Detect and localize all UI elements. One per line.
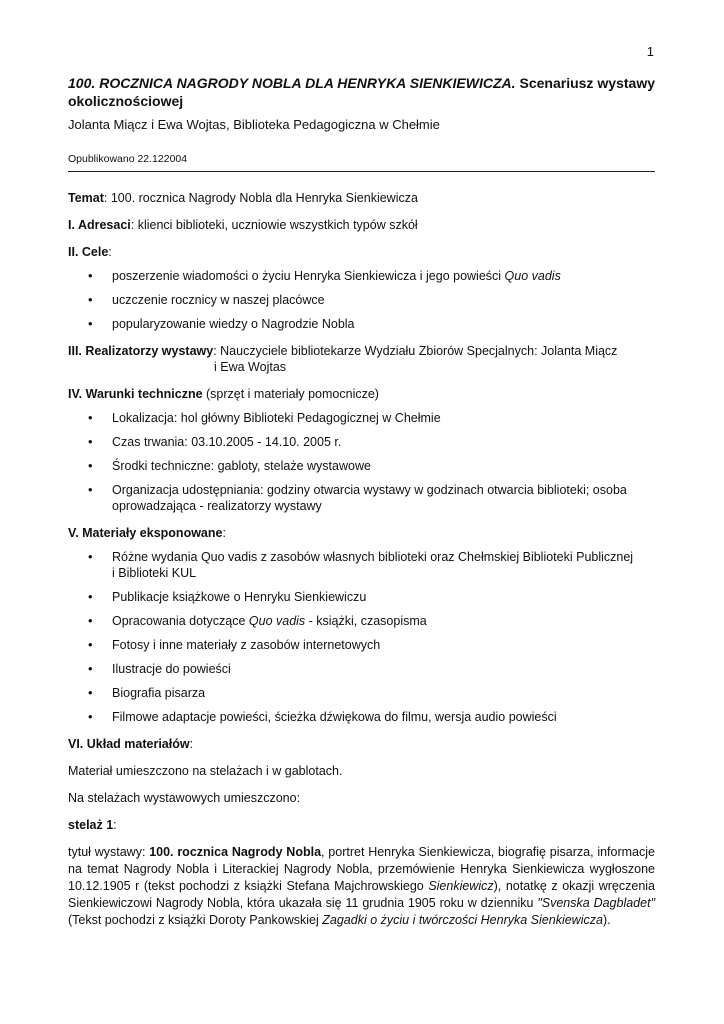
organizers-line-2: i Ewa Wojtas (214, 360, 287, 374)
technical-label: IV. Warunki techniczne (68, 387, 203, 401)
document-title (68, 74, 655, 110)
list-item: • Biografia pisarza (68, 685, 655, 701)
layout-heading (68, 736, 655, 752)
published-date: Opublikowano 22.122004 (68, 151, 655, 172)
desc-bold-title: 100. rocznica Nagrody Nobla (149, 845, 322, 859)
technical-list (68, 410, 655, 514)
stand-1-description (68, 844, 655, 929)
desc-italic-2: "Svenska Dagbladet" (537, 896, 656, 910)
technical-text: (sprzęt i materiały pomocnicze) (202, 387, 379, 401)
material-3-italic: Quo vadis (248, 614, 306, 628)
list-item: • Publikacje książkowe o Henryku Sienkiewiczu (68, 589, 655, 605)
stand-1-heading (68, 817, 655, 833)
list-item: • Lokalizacja: hol główny Biblioteki Pedagogicznej w Chełmie (68, 410, 655, 426)
material-1-text-line2: i Biblioteki KUL (112, 566, 197, 580)
document-body (68, 74, 655, 929)
goals-label: II. Cele (68, 245, 109, 259)
layout-label: VI. Układ materiałów (68, 737, 190, 751)
layout-paragraph-1: Materiał umieszczono na stelażach i w gablotach. (68, 764, 343, 778)
audience-text: : klienci biblioteki, uczniowie wszystkich typów szkół (130, 218, 418, 232)
desc-italic-3: Zagadki o życiu i twórczości Henryka Sienkiewicza (322, 913, 603, 927)
audience-line (68, 217, 655, 233)
topic-label: Temat (68, 191, 104, 205)
materials-heading (68, 525, 655, 541)
materials-list (68, 549, 655, 725)
layout-paragraph-2: Na stelażach wystawowych umieszczono: (68, 791, 301, 805)
topic-line (68, 190, 655, 206)
material-3-post: - książki, czasopisma (305, 614, 427, 628)
material-1-text: Różne wydania Quo vadis z zasobów własnych biblioteki oraz Chełmskiej Biblioteki Publicznej (112, 550, 634, 564)
stand-1-colon: : (113, 818, 117, 832)
material-3-pre: Opracowania dotyczące (112, 614, 249, 628)
layout-colon: : (189, 737, 194, 751)
goal-1-text: poszerzenie wiadomości o życiu Henryka Sienkiewicza i jego powieści (112, 269, 505, 283)
list-item: • uczczenie rocznicy w naszej placówce (68, 292, 655, 308)
organizers-label: III. Realizatorzy wystawy (68, 344, 214, 358)
desc-text-3: ), notatkę z okazji wręczenia Sienkiewiczowi Nagrody Nobla, która ukazała się 11 grudnia 1905 roku w dzienniku (68, 879, 656, 910)
desc-text-2: , portret Henryka Sienkiewicza, biografię pisarza, informacje na temat Nagrody Nobla i Literackiej Nagrody Nobla, przemówienie Henryka Sienkiewicza wygłoszone 10.12.1905 r (tekst pochodzi z książki Stefana Majchrowskiego (68, 845, 655, 893)
page-number: 1 (646, 44, 654, 59)
list-item: • Środki techniczne: gabloty, stelaże wystawowe (68, 458, 655, 474)
list-item: • popularyzowanie wiedzy o Nagrodzie Nobla (68, 316, 655, 332)
desc-text-5: ). (602, 913, 611, 927)
organizers-text: : Nauczyciele bibliotekarze Wydziału Zbiorów Specjalnych: Jolanta Miącz (213, 344, 618, 358)
desc-text-1: tytuł wystawy: (68, 845, 150, 859)
list-item: • Organizacja udostępniania: godziny otwarcia wystawy w godzinach otwarcia biblioteki; osoba oprowadzająca - realizatorzy wystawy (68, 482, 655, 514)
list-item (68, 268, 655, 284)
list-item: • Ilustracje do powieści (68, 661, 655, 677)
list-item (68, 549, 655, 581)
materials-colon: : (222, 526, 226, 540)
organizers-line (68, 343, 655, 359)
goals-list (68, 268, 655, 332)
goals-colon: : (108, 245, 112, 259)
list-item: • Czas trwania: 03.10.2005 - 14.10. 2005 r. (68, 434, 655, 450)
goal-1-italic: Quo vadis (504, 269, 561, 283)
desc-italic-1: Sienkiewicz (428, 879, 494, 893)
audience-label: I. Adresaci (68, 218, 131, 232)
stand-1-label: stelaż 1 (68, 818, 114, 832)
desc-text-4: (Tekst pochodzi z książki Doroty Pankowskiej (68, 913, 323, 927)
list-item: • Filmowe adaptacje powieści, ścieżka dźwiękowa do filmu, wersja audio powieści (68, 709, 655, 725)
technical-heading (68, 386, 655, 402)
goals-heading (68, 244, 655, 260)
topic-text: : 100. rocznica Nagrody Nobla dla Henryka Sienkiewicza (103, 191, 418, 205)
materials-label: V. Materiały eksponowane (68, 526, 223, 540)
title-italic-part: 100. ROCZNICA NAGRODY NOBLA DLA HENRYKA SIENKIEWICZA. (68, 75, 516, 91)
authors: Jolanta Miącz i Ewa Wojtas, Biblioteka Pedagogiczna w Chełmie (68, 117, 440, 132)
title-rest: Scenariusz wystawy okolicznościowej (68, 75, 655, 109)
list-item: • Fotosy i inne materiały z zasobów internetowych (68, 637, 655, 653)
list-item (68, 613, 655, 629)
